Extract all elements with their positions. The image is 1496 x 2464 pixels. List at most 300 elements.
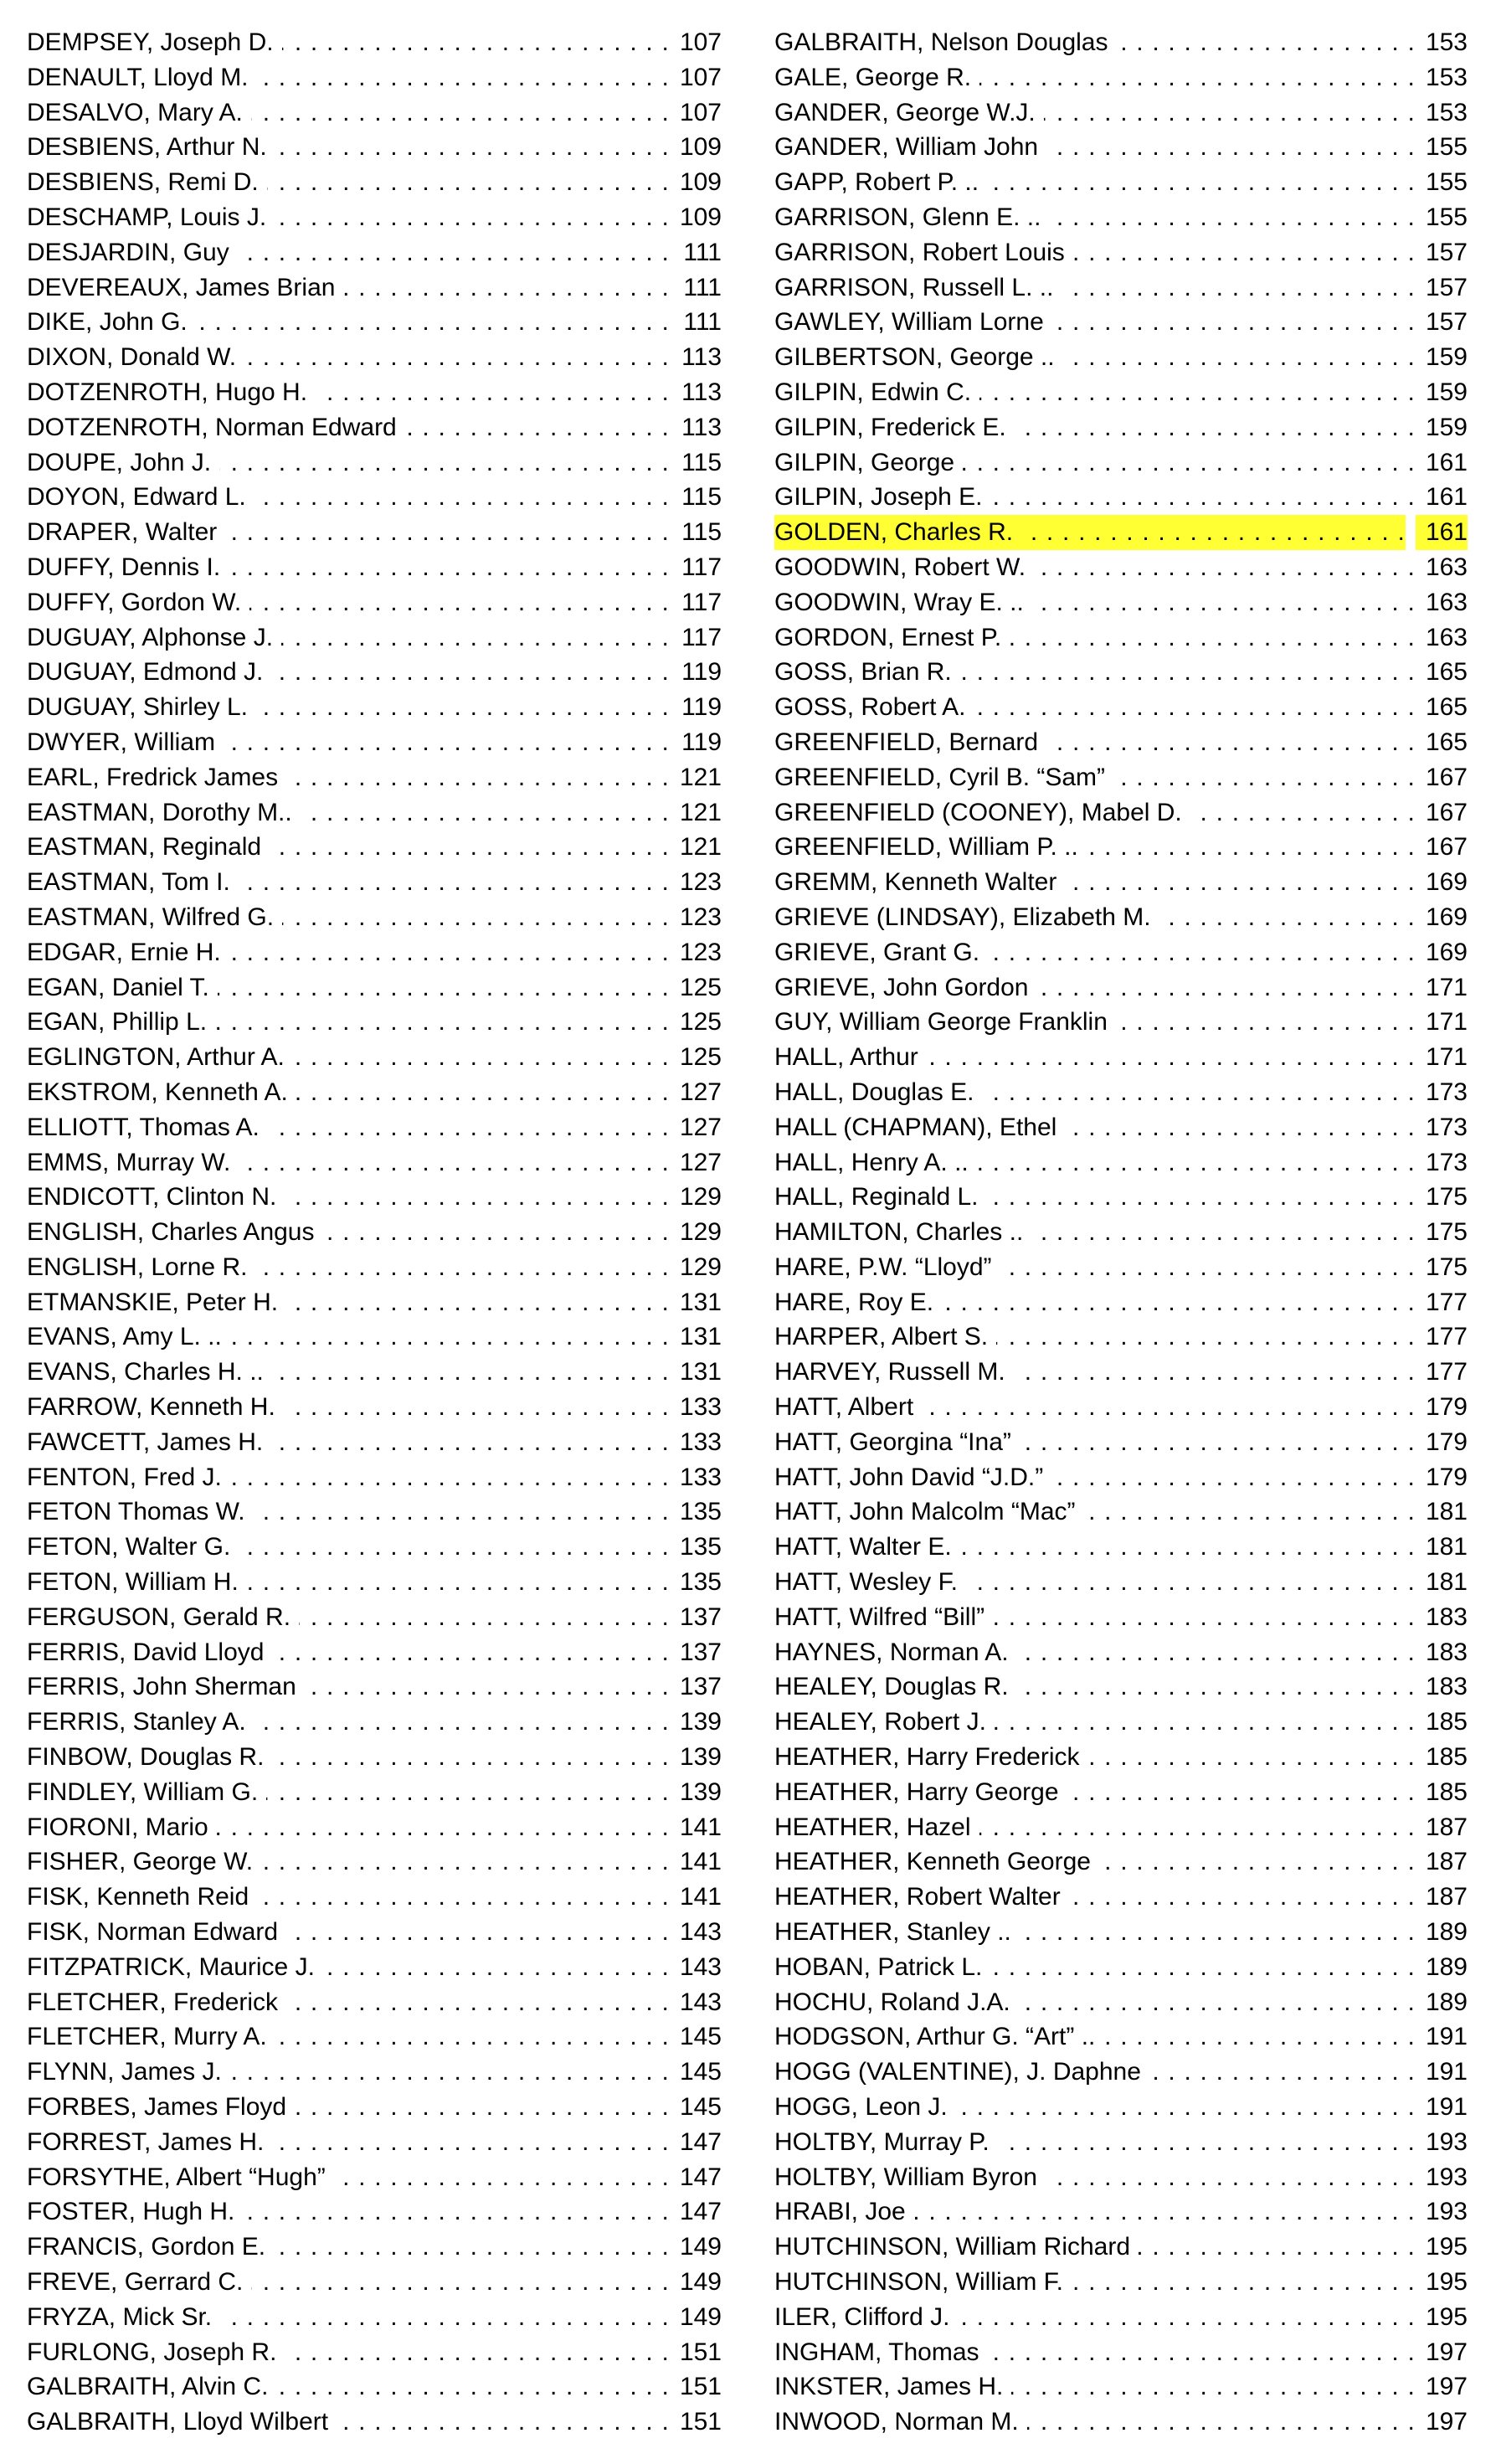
entry-page-number: 171 [1425, 1008, 1468, 1037]
entry-name: GILPIN, Frederick E. [774, 413, 1006, 441]
entry-name: HEATHER, Harry George [774, 1777, 1059, 1806]
dot-leader [927, 1040, 1416, 1075]
dot-leader [275, 2019, 670, 2055]
entry-page-number: 177 [1425, 1323, 1468, 1351]
index-entry [774, 480, 1468, 515]
entry-name: FRYZA, Mick Sr. [27, 2302, 213, 2331]
index-entry [774, 970, 1468, 1006]
index-entry [774, 2090, 1468, 2125]
dot-leader [266, 1775, 670, 1810]
entry-name: ELLIOTT, Thomas A. [27, 1113, 260, 1141]
dot-leader [1015, 410, 1416, 445]
dot-leader [988, 935, 1416, 970]
entry-name: GARRISON, Glenn E. .. [774, 203, 1041, 231]
entry-page-number: 139 [679, 1708, 722, 1736]
dot-leader [1072, 2265, 1416, 2300]
dot-leader [1011, 2369, 1416, 2405]
entry-page-number: 125 [679, 973, 722, 1001]
entry-name: FISHER, George W. [27, 1848, 254, 1876]
entry-page-number: 183 [1425, 1638, 1468, 1666]
entry-page-number: 179 [1425, 1463, 1468, 1491]
entry-name: HRABI, Joe [774, 2198, 906, 2226]
entry-name: DUGUAY, Shirley L. [27, 693, 248, 722]
entry-page-number: 185 [1425, 1743, 1468, 1772]
index-entry [774, 340, 1468, 375]
entry-name: HEATHER, Robert Walter [774, 1883, 1061, 1911]
dot-leader [286, 1915, 670, 1950]
dot-leader [979, 60, 1416, 95]
entry-page-number: 155 [1425, 168, 1468, 197]
entry-page-number: 127 [679, 1078, 722, 1106]
dot-leader [942, 1285, 1416, 1320]
index-entry [774, 655, 1468, 690]
dot-leader [219, 445, 670, 481]
index-entry [27, 1040, 722, 1075]
entry-page-number: 159 [1425, 413, 1468, 441]
dot-leader [224, 725, 670, 760]
index-column-left [27, 25, 722, 2440]
index-entry [774, 25, 1468, 60]
entry-name: GREMM, Kenneth Walter [774, 868, 1057, 897]
entry-name: EDGAR, Ernie H. [27, 938, 221, 966]
index-entry [27, 165, 722, 200]
entry-name: GILPIN, Joseph E. [774, 483, 983, 512]
entry-page-number: 155 [1425, 203, 1468, 231]
entry-name: GORDON, Ernest P. [774, 623, 1002, 651]
dot-leader [343, 270, 670, 306]
entry-page-number: 139 [679, 1777, 722, 1806]
index-entry [27, 2369, 722, 2405]
entry-page-number: 129 [679, 1218, 722, 1247]
entry-page-number: 113 [681, 343, 722, 372]
entry-name: FINBOW, Douglas R. [27, 1743, 265, 1772]
entry-name: HATT, John Malcolm “Mac” [774, 1498, 1076, 1526]
entry-name: HOLTBY, William Byron [774, 2163, 1037, 2191]
entry-page-number: 149 [679, 2268, 722, 2296]
entry-name: FORBES, James Floyd [27, 2093, 287, 2122]
entry-name: GAWLEY, William Lorne [774, 308, 1044, 337]
index-entry [774, 2125, 1468, 2160]
dot-leader [1020, 1915, 1416, 1950]
dot-leader [959, 2300, 1416, 2335]
entry-page-number: 157 [1425, 273, 1468, 301]
dot-leader [257, 1880, 670, 1915]
entry-name: DESCHAMP, Louis J. [27, 203, 267, 231]
entry-name: FLYNN, James J. [27, 2058, 222, 2086]
entry-name: FISK, Norman Edward [27, 1918, 279, 1947]
dot-leader [1087, 830, 1416, 865]
dot-leader [963, 445, 1416, 481]
index-entry [27, 690, 722, 725]
dot-leader [275, 200, 670, 235]
index-entry [27, 1740, 722, 1775]
index-entry [27, 1075, 722, 1110]
entry-page-number: 191 [1425, 2093, 1468, 2122]
dot-leader [1103, 2019, 1416, 2055]
index-entry [27, 2019, 722, 2055]
index-entry [774, 795, 1468, 831]
entry-page-number: 189 [1425, 1952, 1468, 1981]
entry-name: FURLONG, Joseph R. [27, 2338, 277, 2366]
entry-name: GREENFIELD (COONEY), Mabel D. [774, 798, 1182, 826]
entry-name: GRIEVE (LINDSAY), Elizabeth M. [774, 903, 1151, 931]
index-entry [27, 935, 722, 970]
dot-leader [251, 2265, 670, 2300]
entry-page-number: 191 [1425, 2023, 1468, 2051]
index-entry [774, 2300, 1468, 2335]
entry-name: INKSTER, James H. [774, 2373, 1004, 2401]
dot-leader [1031, 1215, 1416, 1250]
dot-leader [251, 95, 670, 131]
dot-leader [996, 1319, 1416, 1355]
dot-leader [254, 1494, 670, 1530]
dot-leader [271, 1425, 670, 1460]
dot-leader [215, 1005, 670, 1040]
entry-name: GUY, William George Franklin [774, 1008, 1108, 1037]
dot-leader [218, 970, 670, 1006]
dot-leader [1062, 270, 1416, 306]
index-entry [774, 585, 1468, 620]
index-entry [27, 2405, 722, 2440]
entry-page-number: 185 [1425, 1777, 1468, 1806]
dot-leader [282, 25, 670, 60]
dot-leader [1017, 1635, 1416, 1670]
index-entry [774, 1390, 1468, 1425]
index-entry [27, 550, 722, 585]
entry-page-number: 163 [1425, 623, 1468, 651]
entry-name: HATT, John David “J.D.” [774, 1463, 1044, 1491]
entry-name: HEALEY, Robert J. [774, 1708, 986, 1736]
index-entry [774, 1285, 1468, 1320]
entry-page-number: 175 [1425, 1183, 1468, 1211]
entry-name: HEATHER, Stanley .. [774, 1918, 1011, 1947]
entry-page-number: 187 [1425, 1848, 1468, 1876]
entry-name: DESBIENS, Remi D. [27, 168, 259, 197]
entry-page-number: 167 [1425, 763, 1468, 791]
index-entry [27, 235, 722, 270]
entry-page-number: 121 [679, 798, 722, 826]
entry-page-number: 133 [679, 1393, 722, 1422]
entry-name: FORSYTHE, Albert “Hugh” [27, 2163, 326, 2191]
entry-name: DUFFY, Gordon W. [27, 588, 242, 616]
dot-leader [281, 620, 670, 656]
entry-page-number: 117 [681, 623, 722, 651]
index-entry [27, 1460, 722, 1495]
dot-leader [405, 410, 670, 445]
index-entry [774, 2160, 1468, 2195]
index-entry [774, 1775, 1468, 1810]
entry-name: HARE, Roy E. [774, 1288, 934, 1316]
entry-page-number: 181 [1425, 1533, 1468, 1561]
entry-page-number: 159 [1425, 378, 1468, 406]
entry-name: GRIEVE, Grant G. [774, 938, 980, 966]
entry-page-number: 197 [1425, 2338, 1468, 2366]
dot-leader [230, 1319, 670, 1355]
dot-leader [1065, 1110, 1416, 1145]
index-entry [27, 1635, 722, 1670]
dot-leader [922, 1390, 1416, 1425]
entry-name: FAWCETT, James H. [27, 1427, 264, 1456]
entry-page-number: 111 [683, 238, 722, 266]
dot-leader [1010, 620, 1416, 656]
index-entry [774, 2369, 1468, 2405]
entry-name: ETMANSKIE, Peter H. [27, 1288, 279, 1316]
entry-page-number: 153 [1425, 98, 1468, 126]
index-entry [774, 1145, 1468, 1181]
dot-leader [974, 690, 1416, 725]
entry-page-number: 123 [679, 938, 722, 966]
entry-page-number: 143 [679, 1952, 722, 1981]
dot-leader [1051, 1460, 1416, 1495]
entry-name: GILPIN, George [774, 448, 955, 476]
entry-name: HUTCHINSON, William F. [774, 2268, 1063, 2296]
index-entry [774, 270, 1468, 306]
index-entry [27, 1285, 722, 1320]
index-entry [27, 1250, 722, 1285]
entry-name: FREVE, Gerrard C. [27, 2268, 244, 2296]
index-entry [27, 865, 722, 900]
index-entry [774, 1494, 1468, 1530]
entry-name: ENGLISH, Charles Angus [27, 1218, 315, 1247]
entry-name: HARVEY, Russell M. [774, 1358, 1005, 1386]
entry-page-number: 169 [1425, 868, 1468, 897]
entry-name: HARE, P.W. “Lloyd” [774, 1253, 992, 1281]
index-entry [27, 1600, 722, 1635]
entry-name: GANDER, George W.J. [774, 98, 1036, 126]
entry-name: DUFFY, Dennis I. [27, 553, 221, 581]
index-entry [27, 270, 722, 306]
entry-name: GRIEVE, John Gordon [774, 973, 1029, 1001]
index-entry [27, 95, 722, 131]
entry-page-number: 135 [679, 1533, 722, 1561]
entry-name: HEATHER, Hazel [774, 1813, 971, 1841]
index-entry [27, 1880, 722, 1915]
dot-leader [272, 1740, 670, 1775]
dot-leader [284, 1390, 670, 1425]
dot-leader [254, 480, 670, 515]
entry-page-number: 107 [679, 63, 722, 91]
entry-page-number: 115 [681, 448, 722, 476]
dot-leader [323, 1215, 671, 1250]
dot-leader [323, 1950, 670, 1985]
entry-page-number: 173 [1425, 1078, 1468, 1106]
entry-page-number: 165 [1425, 658, 1468, 687]
dot-leader [286, 1985, 670, 2020]
dot-leader [267, 165, 670, 200]
entry-page-number: 171 [1425, 973, 1468, 1001]
index-entry [27, 515, 722, 550]
index-entry [27, 130, 722, 165]
dot-leader [243, 2194, 670, 2230]
index-entry [774, 1075, 1468, 1110]
dot-leader [1046, 130, 1416, 165]
index-entry [27, 1005, 722, 1040]
entry-page-number: 109 [679, 133, 722, 162]
entry-name: EMMS, Murray W. [27, 1148, 231, 1176]
entry-page-number: 195 [1425, 2302, 1468, 2331]
entry-name: HARPER, Albert S. [774, 1323, 989, 1351]
entry-page-number: 151 [679, 2338, 722, 2366]
dot-leader [217, 1810, 670, 1845]
entry-page-number: 193 [1425, 2198, 1468, 2226]
entry-name: HATT, Georgina “Ina” [774, 1427, 1011, 1456]
entry-page-number: 117 [681, 553, 722, 581]
dot-leader [1046, 2160, 1416, 2195]
entry-page-number: 141 [679, 1883, 722, 1911]
index-entry [27, 970, 722, 1006]
entry-name: HEATHER, Kenneth George [774, 1848, 1091, 1876]
entry-page-number: 175 [1425, 1218, 1468, 1247]
entry-page-number: 151 [679, 2408, 722, 2436]
entry-name: DWYER, William [27, 728, 215, 756]
index-entry [774, 375, 1468, 410]
index-entry [27, 2090, 722, 2125]
entry-name: HATT, Albert [774, 1393, 914, 1422]
dot-leader [1113, 760, 1416, 795]
dot-leader [305, 1669, 670, 1705]
entry-name: FLETCHER, Murry A. [27, 2023, 267, 2051]
dot-leader [261, 1844, 670, 1880]
dot-leader [1014, 1355, 1416, 1390]
index-entry [27, 1950, 722, 1985]
dot-leader [1037, 970, 1416, 1006]
dot-leader [1000, 1250, 1416, 1285]
dot-leader [274, 2230, 670, 2265]
entry-name: HALL (CHAPMAN), Ethel [774, 1113, 1057, 1141]
index-entry [27, 2194, 722, 2230]
dot-leader [1044, 95, 1416, 131]
entry-name: GOSS, Brian R. [774, 658, 952, 687]
entry-page-number: 125 [679, 1008, 722, 1037]
dot-leader [295, 2090, 670, 2125]
index-entry [774, 1844, 1468, 1880]
entry-page-number: 143 [679, 1918, 722, 1947]
dot-leader [914, 2194, 1416, 2230]
index-entry [774, 445, 1468, 481]
index-entry [774, 1985, 1468, 2020]
entry-page-number: 165 [1425, 693, 1468, 722]
index-entry [27, 1844, 722, 1880]
dot-leader [1149, 2055, 1416, 2090]
entry-page-number: 119 [681, 728, 722, 756]
dot-leader [244, 340, 670, 375]
dot-leader [316, 375, 670, 410]
index-entry [27, 305, 722, 340]
index-entry [774, 1425, 1468, 1460]
entry-name: DOUPE, John J. [27, 448, 212, 476]
entry-page-number: 159 [1425, 343, 1468, 372]
dot-leader [1065, 865, 1416, 900]
entry-name: FISK, Kenneth Reid [27, 1883, 249, 1911]
entry-page-number: 167 [1425, 798, 1468, 826]
entry-name: DESALVO, Mary A. [27, 98, 243, 126]
dot-leader [230, 1460, 670, 1495]
index-entry [27, 830, 722, 865]
entry-page-number: 169 [1425, 938, 1468, 966]
entry-page-number: 197 [1425, 2408, 1468, 2436]
entry-page-number: 117 [681, 588, 722, 616]
entry-name: FLETCHER, Frederick [27, 1988, 279, 2016]
dot-leader [255, 1250, 670, 1285]
dot-leader [960, 655, 1416, 690]
entry-page-number: 115 [681, 518, 722, 547]
dot-leader [1052, 305, 1416, 340]
entry-name: GARRISON, Russell L. .. [774, 273, 1054, 301]
index-entry [27, 1669, 722, 1705]
entry-name: GOODWIN, Robert W. [774, 553, 1026, 581]
entry-name: HALL, Henry A. .. [774, 1148, 969, 1176]
index-entry [774, 725, 1468, 760]
entry-page-number: 149 [679, 2302, 722, 2331]
entry-page-number: 179 [1425, 1427, 1468, 1456]
dot-leader [334, 2160, 670, 2195]
index-entry [27, 1775, 722, 1810]
dot-leader [956, 2090, 1416, 2125]
index-entry [27, 1810, 722, 1845]
index-entry [27, 1110, 722, 1145]
entry-page-number: 149 [679, 2233, 722, 2261]
index-entry [27, 1985, 722, 2020]
entry-name: HOLTBY, Murray P. [774, 2127, 990, 2156]
entry-name: DIKE, John G. [27, 308, 188, 337]
entry-page-number: 135 [679, 1568, 722, 1597]
entry-name: EGAN, Daniel T. [27, 973, 209, 1001]
index-entry [27, 1565, 722, 1600]
dot-leader [979, 1810, 1416, 1845]
dot-leader [272, 2125, 670, 2160]
entry-name: EASTMAN, Dorothy M.. [27, 798, 292, 826]
entry-page-number: 113 [681, 378, 722, 406]
index-entry [27, 60, 722, 95]
index-entry [27, 2055, 722, 2090]
entry-page-number: 171 [1425, 1043, 1468, 1072]
entry-page-number: 145 [679, 2023, 722, 2051]
dot-leader [987, 1180, 1416, 1215]
index-entry [774, 305, 1468, 340]
entry-name: GILPIN, Edwin C. [774, 378, 972, 406]
dot-leader [270, 830, 670, 865]
entry-name: FIORONI, Mario [27, 1813, 208, 1841]
index-entry [774, 1355, 1468, 1390]
dot-leader [272, 1355, 670, 1390]
entry-name: HODGSON, Arthur G. “Art” .. [774, 2023, 1096, 2051]
dot-leader [238, 235, 670, 270]
index-entry [27, 1425, 722, 1460]
entry-name: EASTMAN, Wilfred G. [27, 903, 275, 931]
entry-name: GOLDEN, Charles R. [774, 515, 1021, 550]
entry-name: EGAN, Phillip L. [27, 1008, 208, 1037]
dot-leader [1019, 1985, 1416, 2020]
entry-page-number: 131 [679, 1323, 722, 1351]
entry-name: GALE, George R. [774, 63, 972, 91]
entry-name: GARRISON, Robert Louis [774, 238, 1065, 266]
entry-page-number: 173 [1425, 1113, 1468, 1141]
index-entry [774, 1669, 1468, 1705]
index-entry [27, 2125, 722, 2160]
entry-name: FERGUSON, Gerald R. [27, 1602, 291, 1631]
dot-leader [229, 550, 670, 585]
entry-page-number: 129 [679, 1253, 722, 1281]
entry-name: HOBAN, Patrick L. [774, 1952, 983, 1981]
entry-page-number: 187 [1425, 1813, 1468, 1841]
entry-name: GALBRAITH, Nelson Douglas [774, 28, 1108, 56]
index-entry [774, 1950, 1468, 1985]
entry-name: INWOOD, Norman M. [774, 2408, 1019, 2436]
entry-page-number: 195 [1425, 2268, 1468, 2296]
dot-leader [1139, 2230, 1416, 2265]
dot-leader [337, 2405, 670, 2440]
index-entry [774, 2335, 1468, 2370]
